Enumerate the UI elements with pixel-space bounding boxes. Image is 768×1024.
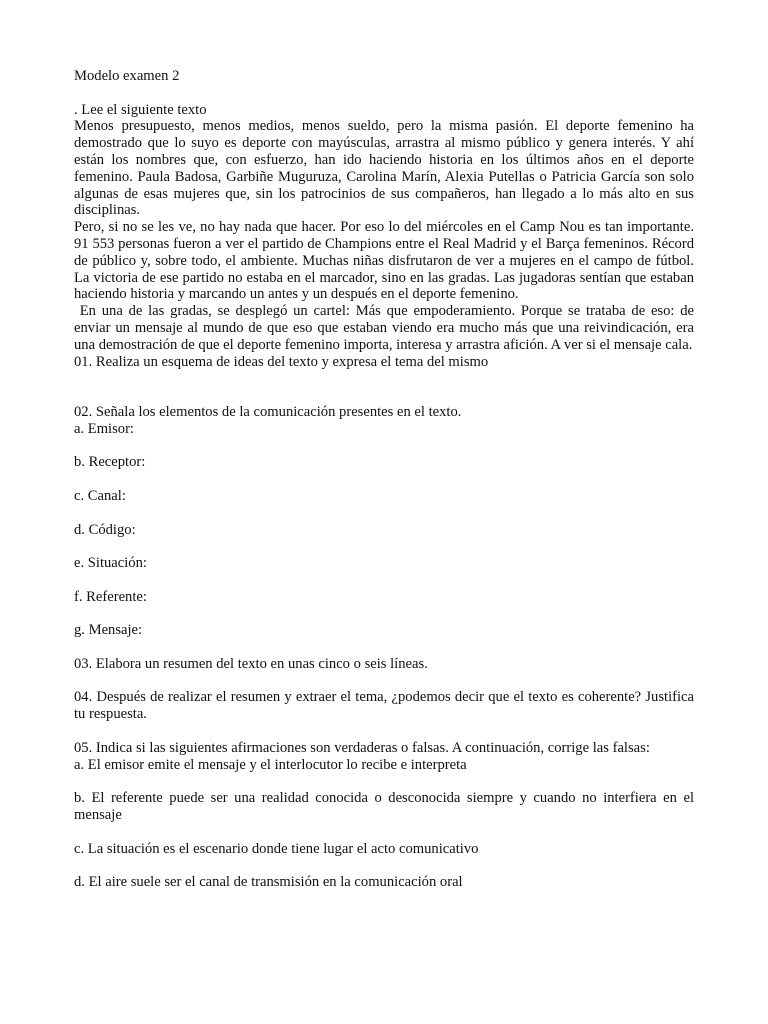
text-paragraph-3: En una de las gradas, se desplegó un cartel: Más que empoderamiento. Porque se trataba de eso: de enviar un mensaje al mundo de que eso que estaban viendo era mucho más que una reivindicación, era una demostración de que el deporte femenino importa, interesa y arrastra afición. A ver si el mensaje cala. bbox=[74, 303, 698, 353]
text-paragraph-1: Menos presupuesto, menos medios, menos sueldo, pero la misma pasión. El deporte femenino ha demostrado que lo suyo es deporte con mayúsculas, arrastra al mismo público y genera interés. Y ahí están los nombres que, con esfuerzo, han ido haciendo historia en los últimos años en el deporte femenino. Paula Badosa, Garbiñe Muguruza, Carolina Marín, Alexia Putellas o Patricia García son solo algunas de esas mujeres que, sin los patrocinios de sus compañeros, han llegado a lo más alto en sus disciplinas. bbox=[74, 118, 698, 219]
q2-item-canal: c. Canal: bbox=[74, 487, 126, 504]
q2-item-emisor: a. Emisor: bbox=[74, 420, 134, 437]
question-5: 05. Indica si las siguientes afirmaciones son verdaderas o falsas. A continuación, corrige las falsas: bbox=[74, 739, 650, 756]
q2-item-referente: f. Referente: bbox=[74, 588, 147, 605]
q2-item-mensaje: g. Mensaje: bbox=[74, 622, 143, 639]
q5-item-a: a. El emisor emite el mensaje y el interlocutor lo recibe e interpreta bbox=[74, 756, 467, 773]
document-title: Modelo examen 2 bbox=[74, 68, 180, 84]
question-2: 02. Señala los elementos de la comunicación presentes en el texto. bbox=[74, 403, 462, 420]
q2-item-receptor: b. Receptor: bbox=[74, 454, 146, 471]
text-paragraph-2: Pero, si no se les ve, no hay nada que hacer. Por eso lo del miércoles en el Camp Nou es tan importante. 91 553 personas fueron a ver el partido de Champions entre el Real Madrid y el Barça femeninos. Récord de público y, sobre todo, el ambiente. Muchas niñas disfrutaron de ver a mujeres en el campo de fútbol. La victoria de ese partido no estaba en el marcador, sino en las gradas. Las jugadoras sentían que estaban haciendo historia y marcando un antes y un después en el deporte femenino. bbox=[74, 219, 698, 303]
q5-item-c: c. La situación es el escenario donde tiene lugar el acto comunicativo bbox=[74, 840, 479, 857]
question-3: 03. Elabora un resumen del texto en unas cinco o seis líneas. bbox=[74, 655, 428, 672]
reading-instruction: . Lee el siguiente texto bbox=[74, 101, 207, 118]
document-page bbox=[74, 68, 698, 891]
question-1: 01. Realiza un esquema de ideas del texto y expresa el tema del mismo bbox=[74, 353, 489, 370]
q5-item-d: d. El aire suele ser el canal de transmisión en la comunicación oral bbox=[74, 874, 463, 891]
q2-item-situacion: e. Situación: bbox=[74, 555, 147, 572]
q5-item-b: b. El referente puede ser una realidad conocida o desconocida siempre y cuando no interfiera en el mensaje bbox=[74, 790, 698, 824]
question-4: 04. Después de realizar el resumen y extraer el tema, ¿podemos decir que el texto es coherente? Justifica tu respuesta. bbox=[74, 689, 698, 723]
q2-item-codigo: d. Código: bbox=[74, 521, 136, 538]
